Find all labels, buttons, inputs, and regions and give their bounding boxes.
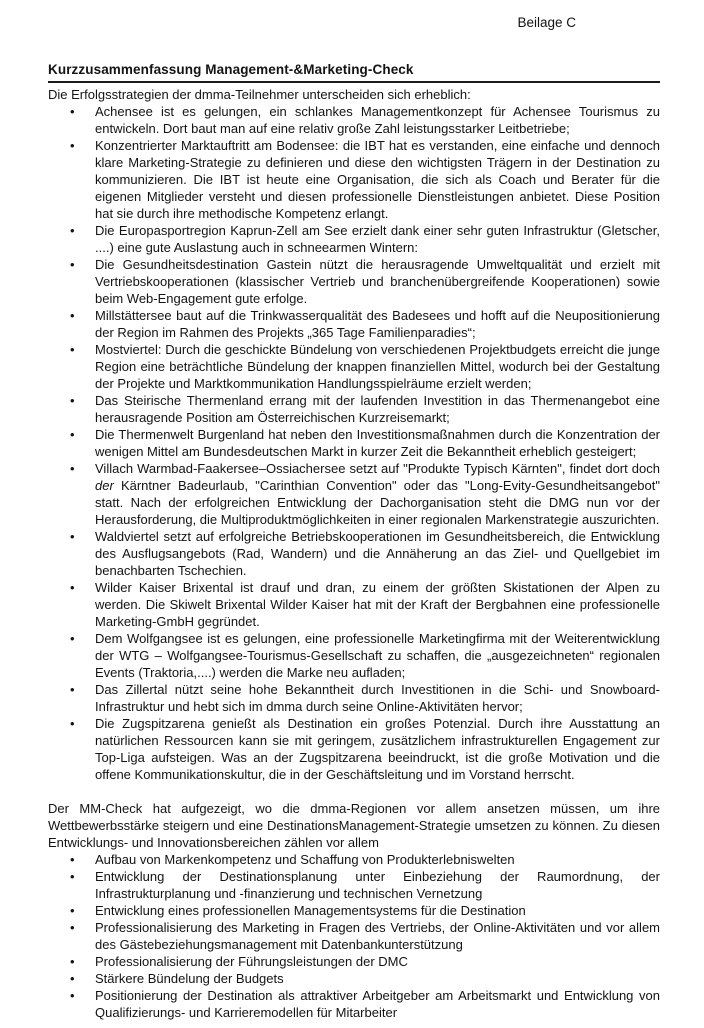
- list-item: • Wilder Kaiser Brixental ist drauf und dran, zu einem der größten Skistationen der Alpen zu werden. Die Skiwelt Brixental Wilder Kaiser hat mit der Kraft der Bergbahnen eine professionelle Marketing-GmbH gegründet.: [48, 579, 660, 630]
- list-item: • Konzentrierter Marktauftritt am Bodensee: die IBT hat es verstanden, eine einfache und dennoch klare Marketing-Strategie zu definieren und diese den wichtigsten Trägern in der Destination zu kommunizieren. Die IBT ist heute eine Organisation, die sich als Coach und Berater für die eigenen Mitglieder versteht und diesen professionelle Dienstleistungen anbietet. Diese Position hat sie durch ihre methodische Kompetenz erlangt.: [48, 137, 660, 222]
- list-item: • Waldviertel setzt auf erfolgreiche Betriebskooperationen im Gesundheitsbereich, die Entwicklung des Ausflugsangebots (Rad, Wandern) und die Annäherung an das Ziel- und Quellgebiet im benachbarten Tschechien.: [48, 528, 660, 579]
- list-item: • Mostviertel: Durch die geschickte Bündelung von verschiedenen Projektbudgets erreicht die junge Region eine beträchtliche Bündelung der knappen finanziellen Mittel, wodurch bei der Gestaltung der Projekte und Marktkommunikation Handlungsspielräume erzielt werden;: [48, 341, 660, 392]
- list-item: • Entwicklung der Destinationsplanung unter Einbeziehung der Raumordnung, der Infrastrukturplanung und -finanzierung und technischen Vernetzung: [48, 868, 660, 902]
- list-item: • Die Zugspitzarena genießt als Destination ein großes Potenzial. Durch ihre Ausstattung an natürlichen Ressourcen kann sie mit geringem, zusätzlichem infrastrukturellen Engagement zur Top-Liga aufsteigen. Was an der Zugspitzarena beeindruckt, ist die große Motivation und die offene Kommunikationskultur, die in der Geschäftsleitung und im Vorstand herrscht.: [48, 715, 660, 783]
- list-item: • Aufbau von Markenkompetenz und Schaffung von Produkterlebniswelten: [48, 851, 660, 868]
- list-item: • Entwicklung eines professionellen Managementsystems für die Destination: [48, 902, 660, 919]
- list-item: • Millstättersee baut auf die Trinkwasserqualität des Badesees und hofft auf die Neupositionierung der Region im Rahmen des Projekts „365 Tage Familienparadies“;: [48, 307, 660, 341]
- list-item: • Das Zillertal nützt seine hohe Bekanntheit durch Investitionen in die Schi- und Snowboard-Infrastruktur und hebt sich im dmma durch seine Online-Aktivitäten hervor;: [48, 681, 660, 715]
- list-item: • Positionierung der Destination als attraktiver Arbeitgeber am Arbeitsmarkt und Entwicklung von Qualifizierungs- und Karrieremodellen für Mitarbeiter: [48, 987, 660, 1021]
- list-item: • Villach Warmbad-Faakersee–Ossiachersee setzt auf "Produkte Typisch Kärnten", findet dort doch der Kärntner Badeurlaub, "Carinthian Convention" oder das "Long-Evity-Gesundheitsangebot" statt. Nach der erfolgreichen Entwicklung der Dachorganisation steht die DMG nun vor der Herausforderung, die Multiproduktmöglichkeiten in einer regionalen Markenstrategie auszurichten.: [48, 460, 660, 528]
- list-item: • Dem Wolfgangsee ist es gelungen, eine professionelle Marketingfirma mit der Weiterentwicklung der WTG – Wolfgangsee-Tourismus-Gesellschaft zu schaffen, die „ausgezeichneten“ regionalen Events (Traktoria,....) werden die Marke neu aufladen;: [48, 630, 660, 681]
- list-item: • Achensee ist es gelungen, ein schlankes Managementkonzept für Achensee Tourismus zu entwickeln. Dort baut man auf eine relativ große Zahl leistungsstarker Leitbetriebe;: [48, 103, 660, 137]
- page-title: Kurzzusammenfassung Management-&Marketing-Check: [48, 61, 660, 83]
- list-item: • Die Europasportregion Kaprun-Zell am See erzielt dank einer sehr guten Infrastruktur (Gletscher, ....) eine gute Auslastung auch in schneearmen Wintern:: [48, 222, 660, 256]
- development-areas-list: [48, 851, 660, 1021]
- list-item: • Stärkere Bündelung der Budgets: [48, 970, 660, 987]
- list-item: • Das Steirische Thermenland errang mit der laufenden Investition in das Thermenangebot eine herausragende Position am Österreichischen Kurzreisemarkt;: [48, 392, 660, 426]
- corner-label: Beilage C: [517, 15, 576, 30]
- intro-paragraph: Die Erfolgsstrategien der dmma-Teilnehmer unterscheiden sich erheblich:: [48, 87, 471, 102]
- mm-check-paragraph: Der MM-Check hat aufgezeigt, wo die dmma-Regionen vor allem ansetzen müssen, um ihre Wettbewerbsstärke steigern und eine DestinationsManagement-Strategie umsetzen zu können. Zu diesen Entwicklungs- und Innovationsbereichen zählen vor allem: [48, 801, 660, 850]
- list-item: • Professionalisierung der Führungsleistungen der DMC: [48, 953, 660, 970]
- list-item: • Die Gesundheitsdestination Gastein nützt die herausragende Umweltqualität und erzielt mit Vertriebskooperationen (klassischer Vertrieb und branchenübergreifende Kooperationen) sowie beim Web-Engagement gute erfolge.: [48, 256, 660, 307]
- strategies-list: [48, 103, 660, 783]
- list-item: • Professionalisierung des Marketing in Fragen des Vertriebs, der Online-Aktivitäten und vor allem des Gästebeziehungsmanagement mit Datenbankunterstützung: [48, 919, 660, 953]
- list-item: • Die Thermenwelt Burgenland hat neben den Investitionsmaßnahmen durch die Konzentration der wenigen Mittel am Bundesdeutschen Markt in kurzer Zeit die Bekanntheit erheblich gesteigert;: [48, 426, 660, 460]
